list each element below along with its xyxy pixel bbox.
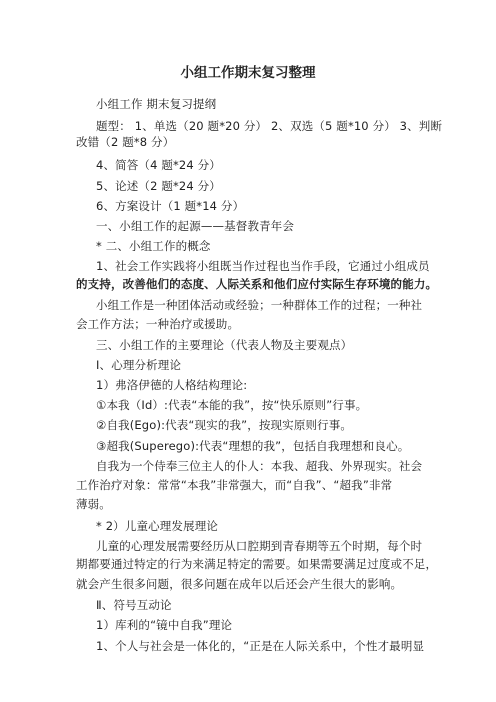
text-line: 工作治疗对象：常常“本我”非常强大，而“自我”、“超我”非常: [76, 478, 393, 492]
text-line: 6、方案设计（1 题*14 分）: [96, 199, 245, 213]
text-line: 三、小组工作的主要理论（代表人物及主要观点）: [96, 338, 353, 352]
text-line: 期都要通过特定的行为来满足特定的需要。如果需要满足过度或不足，: [76, 557, 438, 571]
text-line: 5、论述（2 题*24 分）: [96, 179, 221, 193]
text-line: ②自我(Ego):代表“现实的我”，按现实原则行事。: [96, 418, 353, 432]
text-line: 自我为一个侍奉三位主人的仆人：本我、超我、外界现实。社会: [96, 459, 423, 473]
text-line: 小组工作是一种团体活动或经验；一种群体工作的过程；一种社: [96, 298, 423, 312]
text-line: 改错（2 题*8 分）: [76, 135, 175, 149]
text-line: 儿童的心理发展需要经历从口腔期到青春期等五个时期，每个时: [96, 539, 423, 553]
text-line: 1、个人与社会是一体化的，“正是在人际关系中，个性才最明显: [96, 639, 425, 653]
text-line: Ⅱ、符号互动论: [96, 598, 172, 612]
text-line: * 二、小组工作的概念: [96, 239, 211, 253]
text-line: 就会产生很多问题，很多问题在成年以后还会产生很大的影响。: [76, 577, 403, 591]
document-title: 小组工作期末复习整理: [180, 65, 316, 81]
text-line: 薄弱。: [76, 497, 111, 511]
text-line: 的支持，改善他们的态度、人际关系和他们应付实际生存环境的能力。: [76, 277, 438, 291]
text-line: ③超我(Superego):代表“理想的我”，包括自我理想和良心。: [96, 439, 410, 453]
text-line: 小组工作 期末复习提纲: [96, 97, 217, 111]
text-line: 1、社会工作实践将小组既当作过程也当作手段，它通过小组成员: [96, 259, 430, 273]
text-line: 1）弗洛伊德的人格结构理论:: [96, 378, 248, 392]
text-line: 一、小组工作的起源——基督教青年会: [96, 219, 295, 233]
text-line: * 2）儿童心理发展理论: [96, 519, 219, 533]
text-line: Ⅰ、心理分析理论: [96, 358, 182, 372]
text-line: ①本我（Id）:代表“本能的我”，按“快乐原则”行事。: [96, 398, 368, 412]
text-line: 1）库利的“镜中自我”理论: [96, 618, 233, 632]
text-line: 题型： 1、单选（20 题*20 分） 2、双选（5 题*10 分） 3、判断: [96, 119, 443, 133]
text-line: 会工作方法；一种治疗或援助。: [76, 317, 240, 331]
text-line: 4、简答（4 题*24 分）: [96, 158, 221, 172]
